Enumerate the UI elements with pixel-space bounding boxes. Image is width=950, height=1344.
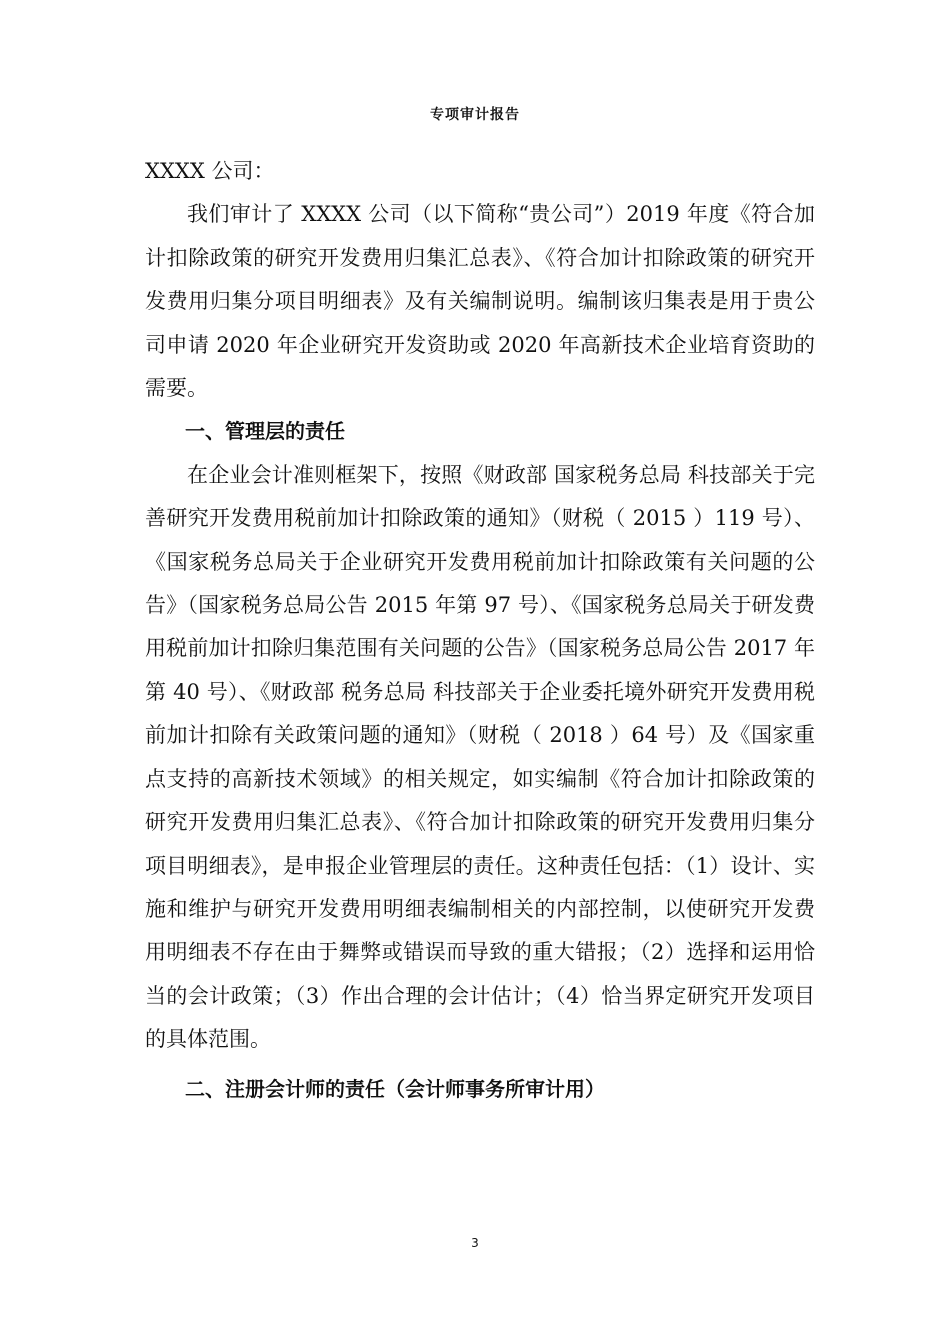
page-number: 3 <box>471 1236 479 1250</box>
salutation: XXXX 公司： <box>145 159 275 183</box>
document-body <box>145 150 815 1111</box>
management-responsibility-paragraph: 在企业会计准则框架下，按照《财政部 国家税务总局 科技部关于完善研究开发费用税前加计扣除政策的通知》（财税（ 2015 ）119 号）、《国家税务总局关于企业研究开发费用税前加计扣除政策有关问题的公告》（国家税务总局公告 2015 年第 97 号）、《国家税务总局关于研发费用税前加计扣除归集范围有关问题的公告》（国家税务总局公告 2017 年第 40 号）、《财政部 税务总局 科技部关于企业委托境外研究开发费用税前加计扣除有关政策问题的通知》（财税（ 2018 ）64 号）及《国家重点支持的高新技术领域》的相关规定，如实编制《符合加计扣除政策的研究开发费用归集汇总表》、《符合加计扣除政策的研究开发费用归集分项目明细表》，是申报企业管理层的责任。这种责任包括：（1）设计、实施和维护与研究开发费用明细表编制相关的内部控制，以使研究开发费用明细表不存在由于舞弊或错误而导致的重大错报；（2）选择和运用恰当的会计政策；（3）作出合理的会计估计；（4）恰当界定研究开发项目的具体范围。 <box>145 462 815 1052</box>
document-title: 专项审计报告 <box>430 107 520 123</box>
section-heading-auditor-responsibility: 二、注册会计师的责任（会计师事务所审计用） <box>185 1076 605 1101</box>
section-heading-management-responsibility: 一、管理层的责任 <box>185 419 345 444</box>
intro-paragraph: 我们审计了 XXXX 公司（以下简称“贵公司”）2019 年度《符合加计扣除政策的研究开发费用归集汇总表》、《符合加计扣除政策的研究开发费用归集分项目明细表》及有关编制说明。编制该归集表是用于贵公司申请 2020 年企业研究开发资助或 2020 年高新技术企业培育资助的需要。 <box>145 202 815 401</box>
